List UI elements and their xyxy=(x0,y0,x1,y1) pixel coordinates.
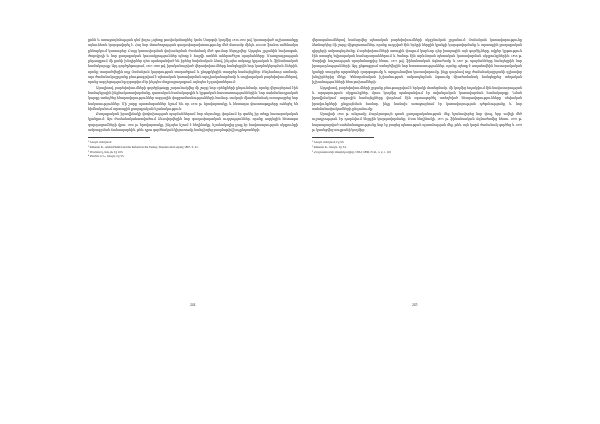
footnote-divider xyxy=(88,137,150,138)
left-paragraph-1: քոնն և առաջադեմության դեմ լեզու չպետք թավականացնել: կոմս Սարգսի կողմից 1839-1850 թվ. կատարված աշխատանքը այնուհետև կարգավորել է. Հայ նոր մտածողության գաղափարախոսությունը մեծ մասամբ մինչև 400,000 ֆունտ ամենամյա քննարկում կատարեց: Բայց կառավարման փոխանցման ժամանակ մեծ գումար ներդրվեց: Այդպես շրջանին նախագահ, ժողովրդի և նոր քաղաքական կուսակցություններ պետք է հաշվի առնեն անհրաժեշտ պայմանները: Մուտքագրության ընթացքում մի քանի խնդիրներ դեռ պահպանված են իրենց նախնական ձևով, ինչպես ամբողջ կրթական և ֆինանսական համակարգը: Այդ գործընթացում, 1867-1868 թվ. իրականացված վերափոխումները հանգեցրին նոր կազմակերպման ձևերին, որոնք տարածվեցին ողջ Օսմանյան կայսրության տարածքում և ընդգրկեցին տարբեր համայնքներ: Ընդհանուր առմամբ, այս ժամանակաշրջանը բնութագրվում է պետական կառավարման արդիականացմամբ և սոցիալական բարեփոխումներով, որոնց ազդեցությունը զգացվում էր ինչպես մայրաքաղաքում, այնպես էլ գավառներում: xyxy=(88,38,298,85)
right-page xyxy=(312,38,522,154)
right-paragraph-3: Այսպիսի 1856 թ. անցումը Բարձրագույն դռան քաղաքականության մեջ նշանավորեց նոր փուլ, երբ ավելի մեծ ուշադրություն էր դարձվում ներքին կարգավորմանը: Ըստ հեղինակի, 1875 թ. ֆինանսական ճգնաժամից հետո, 1876 թ. հայտարարված սահմանադրությունը նոր էջ բացեց պետության պատմության մեջ, թեև այն կարճ ժամանակ գործեց և 1878 թ. կասեցվեց սուլթանի կողմից: xyxy=(312,112,522,133)
right-footnote-1: ¹ Նույն տեղում, էջ 95. xyxy=(312,140,345,145)
left-footnote-2: ² Kinneter K., Abdul-Hamid and the Reform in the Turkey, Dresden and Leipzig 1867, S. 41. xyxy=(88,144,199,149)
left-paragraph-2: Այսպիսով, բարեփոխումների գործընթացը շարունակվեց մի շարք նոր օրենքների ընդունմամբ, որոնք վերաբերում էին համայնքային ինքնակառավարմանը, դատական համակարգին և կրթական հաստատություններին: Նոր սահմանադրական կարգը ստեղծեց հնարավորություններ ազգային փոքրամասնությունների համար, սակայն միաժամանակ առաջացրեց նոր հակասություններ: Մի շարք պատմաբաններ նշում են, որ 1839 թ. հրովարտակը և հետագա փաստաթղթերը ունեցել են հիմնականում արտաքին քաղաքական նշանակություն: xyxy=(88,85,298,111)
left-page-number: 244 xyxy=(190,303,196,307)
right-paragraph-1: վերապահումներով համարվեց պետական բարեփոխումների սկզբնական շրջանում: Օսմանյան կառավարությունը ձեռնարկեց մի շարք միջոցառումներ, որոնք ուղղված էին երկրի ներքին կյանքի կարգավորմանը և արտաքին քաղաքական դիրքերի ամրապնդմանը: Բարեփոխումների առաջին փուլում կարևոր դեր խաղացին այն գործիչները, ովքեր կրթություն էին ստացել եվրոպական համալսարաններում և ծանոթ էին արևմտյան պետական կառավարման սկզբունքներին: 1856 թ. Փարիզի հաշտության պայմանագրից հետո, 1875 թվ. ֆինանսական ճգնաժամը և 1867 թ. պայմանները հանգեցրին նոր իրադարձությունների: Այդ ընթացքում ստեղծվեցին նոր հաստատություններ, որոնք պետք է ապահովեին հասարակական կյանքի տարբեր ոլորտների զարգացումը և արդյունավետ կառավարումը, ինչը դարձավ ողջ ժամանակաշրջանի գլխավոր խնդիրներից մեկը: Կենտրոնական իշխանության ամրապնդման ձգտումը միաժամանակ հանգեցրեց տեղական իշխանությունների հետ բախումների: xyxy=(312,38,522,85)
right-paragraph-2: Այդպիսով, բարեփոխումների շրջանը բնութագրվում է երկակի մոտեցմամբ. մի կողմից հռչակվում էին հավասարության և արդարության սկզբունքներ, մյուս կողմից պահպանվում էր ավանդական կառավարման համակարգը: Նման իրավիճակում ազգային համայնքները փորձում էին օգտագործել ստեղծված հնարավորությունները սեփական իրավունքների ընդլայնման համար, ինչը հաճախ առաջացնում էր կառավարության դժգոհությունը և նոր սահմանափակումների ընդունումը: xyxy=(312,85,522,111)
left-footnote-4: ⁴ Բոժուռ Ն., նույն, էջ 53. xyxy=(88,154,125,159)
right-page-number: 245 xyxy=(412,303,418,307)
footnote-divider xyxy=(312,137,374,138)
left-footnote-1: ¹ Նույն տեղում: xyxy=(88,140,112,145)
left-paragraph-3: Քաղաքական իրավիճակի փոփոխության պայմաններում նոր սերունդը փորձում էր գտնել իր տեղը հասարակական կյանքում: Այս ժամանակահատվածում ձևավորվեցին նոր գաղափարական ուղղություններ, որոնք ազդեցին հետագա զարգացումների վրա: 1856 թ. հրովարտակը, ինչպես նշում է հեղինակը, նշանակալից քայլ էր հավասարության սկզբունքի ամրագրման ճանապարհին, թեև դրա գործնական կիրառումը հանդիպեց բազմաթիվ խոչընդոտների: xyxy=(88,112,298,133)
right-footnote-2: ² Kinneter K., նույն, էջ 34. xyxy=(312,144,347,149)
left-page xyxy=(88,38,298,159)
left-footnote-3: ³ Մանուէլ, նույն, էջ 163. xyxy=(88,149,124,154)
right-footnote-3: ³ Հայաստանի տեղեկագիր, ՍՍՀ 1890, N 41, ч. 2, с. 110 xyxy=(312,149,391,154)
